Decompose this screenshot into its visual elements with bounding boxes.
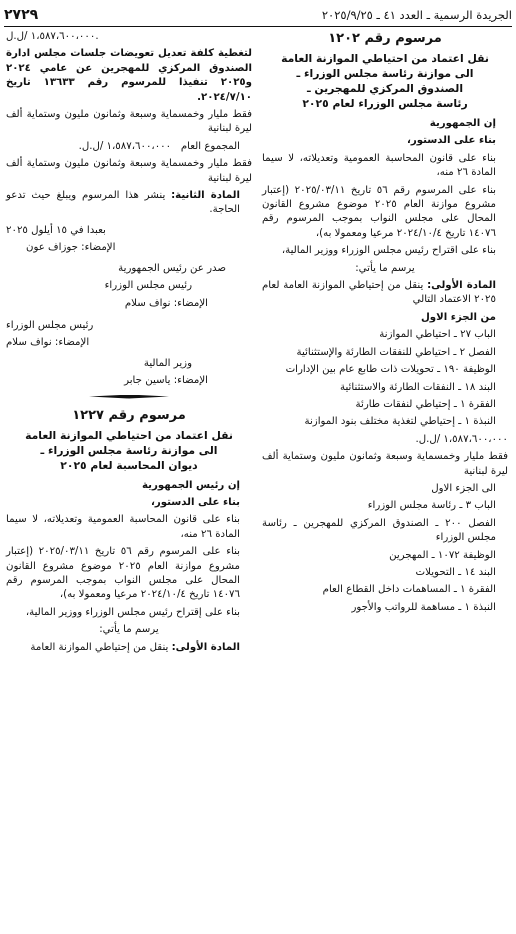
article-2-label: المادة الثانية: bbox=[171, 190, 240, 202]
budget-line: الفصل ٢ ـ احتياطي للنفقات الطارئة والإستثنائية bbox=[296, 346, 496, 358]
budget-line: الوظيفة ١٠٧٢ ـ المهجرين bbox=[389, 549, 496, 561]
basis-accounting-law-2: بناء على قانون المحاسبة العمومية وتعديلاته، لا سيما المادة ٢٦ منه، bbox=[6, 514, 240, 540]
article-1 bbox=[262, 279, 508, 308]
grand-total-label: المجموع العام bbox=[180, 140, 240, 152]
decrees-statement-2: يرسم ما يأتي: bbox=[99, 624, 159, 636]
issuer: إن الجمهورية bbox=[429, 118, 496, 129]
article-1-decree-1227 bbox=[6, 641, 252, 655]
decree-1202-subject-1: نقل اعتماد من احتياطي الموازنة العامة bbox=[281, 52, 489, 65]
issued-by: صدر عن رئيس الجمهورية bbox=[118, 262, 226, 274]
from-part-1: من الجزء الاول bbox=[420, 311, 496, 323]
right-column bbox=[262, 30, 508, 618]
budget-line: النبذة ١ ـ إحتياطي لتغذية مختلف بنود الموازنة bbox=[304, 416, 496, 428]
grand-total-value: ١،٥٨٧،٦٠٠،٠٠٠ /ل.ل. bbox=[78, 140, 172, 152]
amount-in-words: فقط مليار وخمسماية وسبعة وثمانون مليون وستماية ألف ليرة لبنانية bbox=[262, 451, 508, 477]
article-2-text: ينشر هذا المرسوم ويبلغ حيث تدعو الحاجة. bbox=[6, 190, 240, 216]
place-date: بعبدا في ١٥ أيلول ٢٠٢٥ bbox=[6, 224, 106, 236]
decree-1202-subject-2: الى موازنة رئاسة مجلس الوزراء ـ bbox=[296, 67, 474, 80]
budget-line: الوظيفة ١٩٠ ـ تحويلات ذات طابع عام بين الإدارات bbox=[285, 364, 496, 376]
budget-line: البند ١٤ ـ التحويلات bbox=[415, 566, 496, 578]
signature-pm-2: الإمضاء: نواف سلام bbox=[6, 337, 90, 349]
basis-decree-56: بناء على المرسوم رقم ٥٦ تاريخ ٢٠٢٥/٠٣/١١ (إعتبار مشروع موازنة العام ٢٠٢٥ موضوع مشروع القانون المحال على مجلس النواب بموجب المرسوم رقم ١٤٠٧٦ تاريخ ٢٠٢٤/١٠/٤ مرعيا ومعمولا به)، bbox=[262, 184, 497, 239]
article-1-text: ينقل من إحتياطي الموازنة العامة لعام ٢٠٢٥ الاعتماد التالي bbox=[262, 280, 496, 306]
to-part-1: الى الجزء الاول bbox=[431, 482, 496, 494]
decree-1227-subject-2: الى موازنة رئاسة مجلس الوزراء ـ bbox=[40, 443, 218, 457]
transfer-purpose: لتغطية كلفة تعديل تعويضات جلسات مجلس ادارة الصندوق المركزي للمهجرين عن عامي ٢٠٢٤ و٢٠٢٥ تنفيذا للمرسوم رقم ١٣٦٣٣ تاريخ ٢٠٢٤/٧/١٠. bbox=[6, 48, 252, 103]
article-1b-text: ينقل من إحتياطي الموازنة العامة bbox=[30, 641, 169, 653]
decree-1227-subject-3: ديوان المحاسبة لعام ٢٠٢٥ bbox=[60, 458, 198, 472]
basis-proposal-2: بناء على إقتراح رئيس مجلس الوزراء ووزير المالية، bbox=[25, 606, 240, 618]
basis-proposal: بناء على اقتراح رئيس مجلس الوزراء ووزير المالية، bbox=[281, 245, 496, 257]
basis-constitution: بناء على الدستور، bbox=[406, 135, 496, 147]
basis-decree-56-2: بناء على المرسوم رقم ٥٦ تاريخ ٢٠٢٥/٠٣/١١ (إعتبار مشروع موازنة العام ٢٠٢٥ موضوع مشروع القانون المحال على مجلس النواب بموجب المرسوم رقم ١٤٠٧٦ تاريخ ٢٠٢٤/١٠/٤ مرعيا ومعمولا به)، bbox=[6, 546, 241, 601]
decree-1202-subject-3: الصندوق المركزي للمهجرين ـ bbox=[306, 82, 464, 95]
budget-line: الفقرة ١ ـ المساهمات داخل القطاع العام bbox=[322, 584, 496, 596]
decree-1202-subject-4: رئاسة مجلس الوزراء لعام ٢٠٢٥ bbox=[302, 97, 468, 110]
issuer-2: إن رئيس الجمهورية bbox=[142, 479, 240, 491]
budget-line: البند ١٨ ـ النفقات الطارئة والاستثنائية bbox=[340, 381, 496, 393]
top-amount: ١،٥٨٧،٦٠٠،٠٠٠ /ل.ل. bbox=[6, 31, 99, 42]
decree-1202-title: مرسوم رقم ١٢٠٢ bbox=[328, 31, 442, 46]
article-1b-label: المادة الأولى: bbox=[171, 641, 240, 653]
basis-constitution-2: بناء على الدستور، bbox=[150, 496, 240, 508]
budget-line: الباب ٣ ـ رئاسة مجلس الوزراء bbox=[367, 500, 496, 512]
page-number: ٢٧٢٩ bbox=[4, 7, 39, 23]
budget-line: الباب ٢٧ ـ احتياطي الموازنة bbox=[379, 329, 496, 341]
signature-pm: الإمضاء: نواف سلام bbox=[124, 297, 208, 309]
signature-finance-minister: الإمضاء: ياسين جابر bbox=[124, 375, 208, 387]
budget-line: الفصل ٢٠٠ ـ الصندوق المركزي للمهجرين ـ رئاسة مجلس الوزراء bbox=[262, 517, 496, 544]
article-2 bbox=[6, 189, 252, 218]
budget-line: الفقرة ١ ـ إحتياطي لنفقات طارئة bbox=[355, 398, 496, 410]
budget-line: النبذة ١ ـ مساهمة للرواتب والأجور bbox=[351, 601, 496, 613]
left-column bbox=[6, 30, 252, 658]
article-1-label: المادة الأولى: bbox=[427, 280, 496, 292]
amount-in-words: فقط مليار وخمسماية وسبعة وثمانون مليون وستماية ألف ليرة لبنانية bbox=[6, 158, 252, 184]
basis-accounting-law: بناء على قانون المحاسبة العمومية وتعديلاته، لا سيما المادة ٢٦ منه، bbox=[262, 152, 496, 179]
grand-total bbox=[6, 140, 252, 154]
transfer-amount: ١،٥٨٧،٦٠٠،٠٠٠ /ل.ل. bbox=[415, 433, 508, 445]
gazette-issue-title: الجريدة الرسمية ـ العدد ٤١ ـ ٢٠٢٥/٩/٢٥ bbox=[321, 8, 512, 22]
finance-minister-title: وزير المالية bbox=[143, 357, 192, 369]
section-divider bbox=[89, 395, 169, 399]
decree-1227-title: مرسوم رقم ١٢٢٧ bbox=[72, 407, 186, 423]
signature-president: الإمضاء: جوزاف عون bbox=[26, 242, 116, 254]
pm-title-2: رئيس مجلس الوزراء bbox=[6, 319, 94, 331]
page-header bbox=[4, 4, 512, 27]
decree-1227-subject-1: نقل اعتماد من احتياطي الموازنة العامة bbox=[25, 428, 233, 442]
pm-title: رئيس مجلس الوزراء bbox=[104, 280, 192, 292]
decrees-statement: يرسم ما يأتي: bbox=[355, 262, 415, 274]
amount-in-words: فقط مليار وخمسماية وسبعة وثمانون مليون وستماية ألف ليرة لبنانية bbox=[6, 109, 252, 135]
